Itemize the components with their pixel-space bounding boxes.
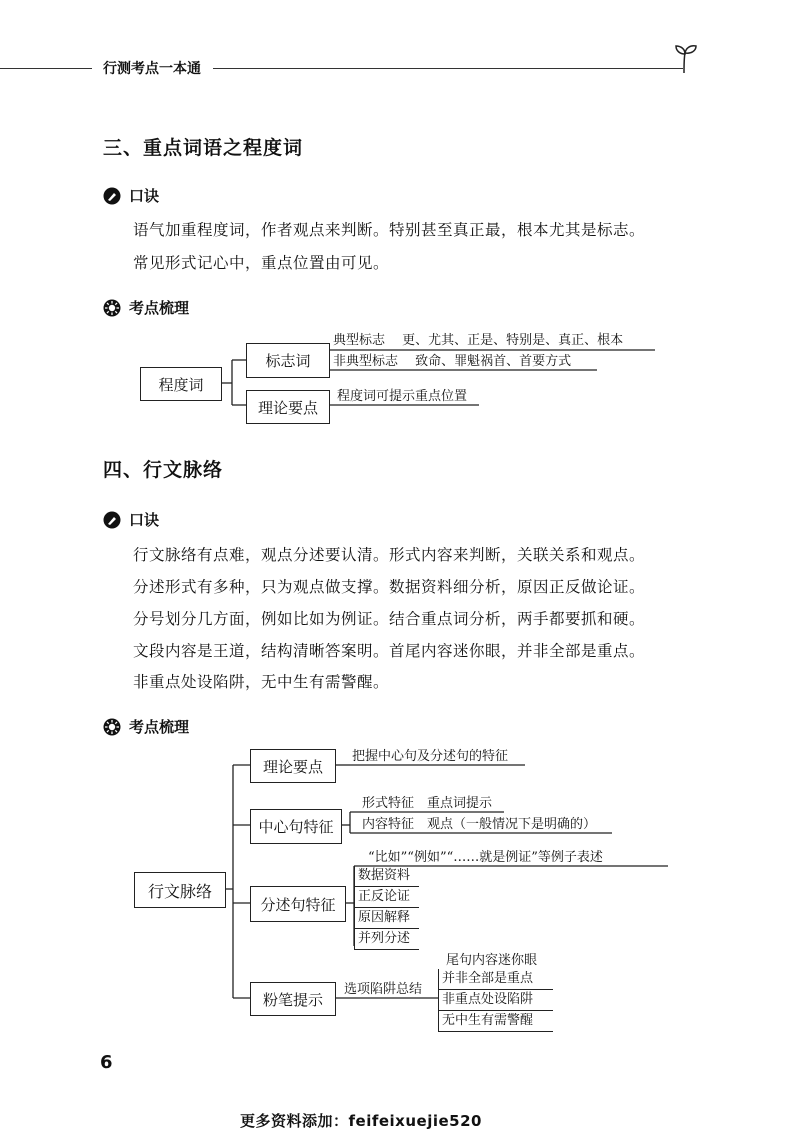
footer-note: 更多资料添加：feifeixuejie520 bbox=[240, 1112, 482, 1130]
pen-icon bbox=[103, 187, 121, 205]
section3-branch-markers: 标志词 bbox=[246, 343, 330, 378]
section3-mnemonic-subheading bbox=[103, 185, 159, 206]
list-item: 原因解释 bbox=[355, 908, 419, 929]
section4-heading: 四、行文脉络 bbox=[103, 459, 224, 481]
list-item: 正反论证 bbox=[355, 887, 419, 908]
section3-mnemonic-line-1: 语气加重程度词，作者观点来判断。特别甚至真正最，根本尤其是标志。 bbox=[133, 221, 646, 239]
section4-mnemonic-line-1: 行文脉络有点难，观点分述要认清。形式内容来判断，关联关系和观点。 bbox=[133, 546, 646, 564]
pen-icon bbox=[103, 511, 121, 529]
sun-icon bbox=[103, 299, 121, 317]
section4-outline-label: 考点梳理 bbox=[129, 718, 190, 736]
list-item: 并列分述 bbox=[355, 929, 419, 950]
section4-branch-tips: 粉笔提示 bbox=[250, 982, 336, 1016]
section4-supporting-list bbox=[354, 866, 419, 950]
section3-mnemonic-label: 口诀 bbox=[129, 187, 160, 205]
running-header-title: 行测考点一本通 bbox=[103, 61, 201, 77]
section4-tips-connector: 选项陷阱总结 bbox=[344, 982, 423, 997]
section3-mnemonic-line-2: 常见形式记心中，重点位置由可见。 bbox=[133, 254, 390, 272]
section3-markers-typical: 典型标志 更、尤其、正是、特别是、真正、根本 bbox=[333, 333, 624, 348]
section3-outline-label: 考点梳理 bbox=[129, 299, 190, 317]
list-item: 无中生有需警醒 bbox=[439, 1011, 553, 1032]
list-item: 数据资料 bbox=[355, 866, 419, 887]
section3-root-box: 程度词 bbox=[140, 367, 222, 401]
list-item: 非重点处设陷阱 bbox=[439, 990, 553, 1011]
section3-outline-subheading bbox=[103, 297, 189, 318]
section4-theory-point: 把握中心句及分述句的特征 bbox=[352, 749, 509, 764]
section4-mnemonic-subheading bbox=[103, 509, 159, 530]
section4-tips-list bbox=[438, 969, 553, 1032]
section4-branch-supporting: 分述句特征 bbox=[250, 886, 346, 922]
header-rule-right bbox=[213, 68, 683, 69]
section3-markers-atypical: 非典型标志 致命、罪魁祸首、首要方式 bbox=[333, 354, 572, 369]
section4-tips-first: 尾句内容迷你眼 bbox=[446, 953, 538, 968]
section4-root-box: 行文脉络 bbox=[134, 872, 226, 908]
header-rule-left bbox=[0, 68, 92, 69]
list-item: 并非全部是重点 bbox=[439, 969, 553, 990]
sprout-icon bbox=[672, 44, 700, 74]
sun-icon bbox=[103, 718, 121, 736]
section3-theory-point: 程度词可提示重点位置 bbox=[337, 389, 468, 404]
section4-central-form: 形式特征 重点词提示 bbox=[362, 796, 493, 811]
section4-mnemonic-line-2: 分述形式有多种，只为观点做支撑。数据资料细分析，原因正反做论证。 bbox=[133, 578, 646, 596]
section3-heading: 三、重点词语之程度词 bbox=[103, 137, 304, 159]
section4-supporting-examples: “比如”“例如”“……就是例证”等例子表述 bbox=[368, 850, 603, 865]
section4-outline-subheading bbox=[103, 716, 189, 737]
section4-mnemonic-label: 口诀 bbox=[129, 511, 160, 529]
section4-central-content: 内容特征 观点（一般情况下是明确的） bbox=[362, 817, 597, 832]
section4-mnemonic-line-5: 非重点处设陷阱，无中生有需警醒。 bbox=[133, 673, 390, 691]
section4-mnemonic-line-4: 文段内容是王道，结构清晰答案明。首尾内容迷你眼，并非全部是重点。 bbox=[133, 642, 646, 660]
section3-branch-theory: 理论要点 bbox=[246, 390, 330, 424]
section4-branch-theory: 理论要点 bbox=[250, 749, 336, 783]
page-number: 6 bbox=[100, 1052, 113, 1073]
section4-branch-central: 中心句特征 bbox=[250, 809, 342, 844]
section4-mnemonic-line-3: 分号划分几方面，例如比如为例证。结合重点词分析，两手都要抓和硬。 bbox=[133, 610, 646, 628]
